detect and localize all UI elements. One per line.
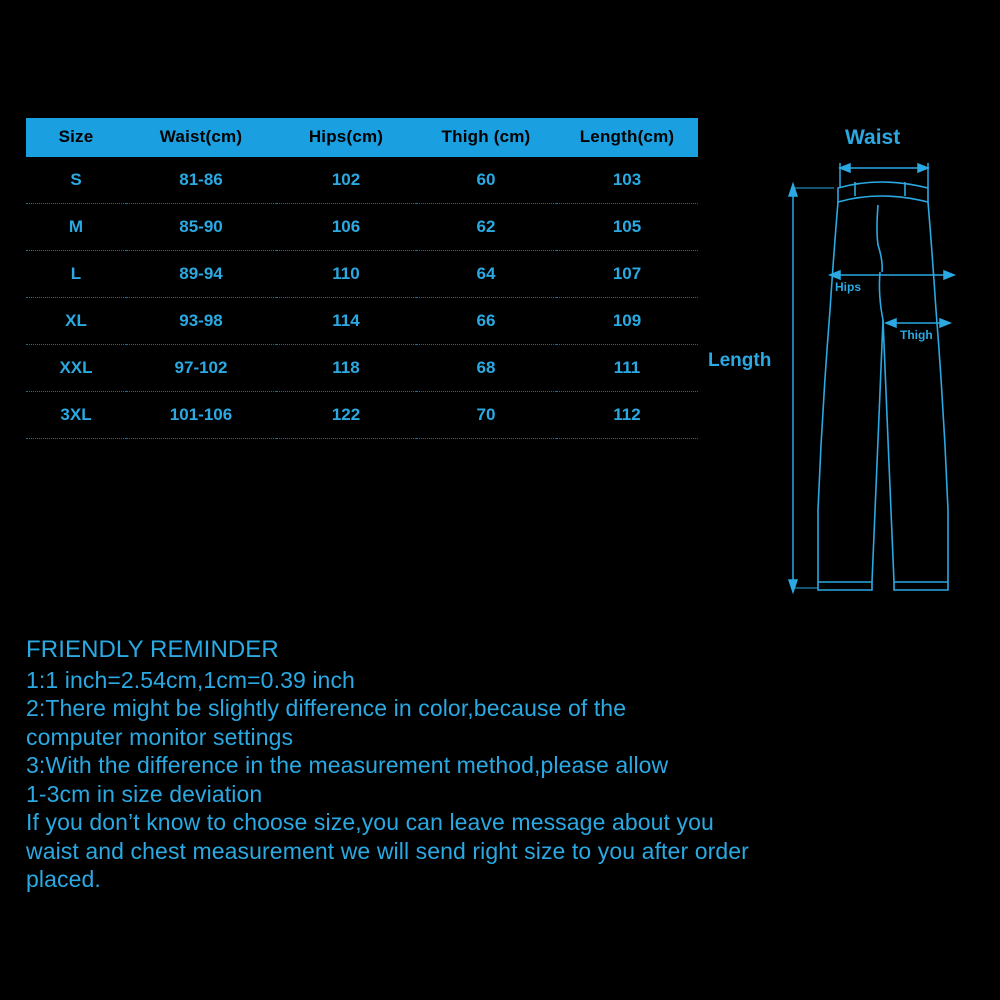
diagram-label-thigh: Thigh: [900, 328, 933, 342]
cell-hips: 102: [276, 157, 416, 204]
cell-length: 109: [556, 298, 698, 345]
cell-length: 107: [556, 251, 698, 298]
cell-hips: 118: [276, 345, 416, 392]
cell-size: XXL: [26, 345, 126, 392]
cell-hips: 106: [276, 204, 416, 251]
cell-waist: 81-86: [126, 157, 276, 204]
table-row: [26, 157, 698, 204]
cell-hips: 110: [276, 251, 416, 298]
reminder-line-6: If you don’t know to choose size,you can leave message about you: [26, 809, 714, 835]
cell-thigh: 60: [416, 157, 556, 204]
reminder-title: FRIENDLY REMINDER: [26, 636, 279, 663]
cell-hips: 122: [276, 392, 416, 439]
cell-size: 3XL: [26, 392, 126, 439]
cell-waist: 101-106: [126, 392, 276, 439]
pants-measurement-diagram: [708, 110, 1000, 610]
cell-waist: 89-94: [126, 251, 276, 298]
column-header-thigh: Thigh (cm): [416, 118, 556, 157]
cell-waist: 85-90: [126, 204, 276, 251]
reminder-line-4: 3:With the difference in the measurement method,please allow: [26, 752, 669, 778]
cell-hips: 114: [276, 298, 416, 345]
diagram-label-length: Length: [708, 350, 772, 371]
reminder-line-7: waist and chest measurement we will send right size to you after order: [26, 837, 749, 864]
cell-length: 103: [556, 157, 698, 204]
reminder-line-3: computer monitor settings: [26, 723, 294, 750]
cell-size: M: [26, 204, 126, 251]
table-row: [26, 298, 698, 345]
table-row: [26, 251, 698, 298]
column-header-size: Size: [26, 118, 126, 157]
hips-measure-arrow: [830, 271, 954, 279]
length-measure-arrow: [789, 184, 834, 592]
thigh-measure-arrow: [886, 319, 950, 327]
reminder-line-2: 2:There might be slightly difference in color,because of the: [26, 695, 627, 721]
column-header-hips: Hips(cm): [276, 118, 416, 157]
table-row: [26, 204, 698, 251]
size-chart-table: [26, 118, 698, 439]
cell-length: 111: [556, 345, 698, 392]
cell-thigh: 62: [416, 204, 556, 251]
cell-size: S: [26, 157, 126, 204]
friendly-reminder-block: [26, 636, 956, 894]
column-header-length: Length(cm): [556, 118, 698, 157]
pants-outline-icon: [760, 110, 1000, 610]
cell-thigh: 70: [416, 392, 556, 439]
cell-length: 112: [556, 392, 698, 439]
cell-thigh: 64: [416, 251, 556, 298]
table-header-row: [26, 118, 698, 157]
cell-waist: 97-102: [126, 345, 276, 392]
cell-waist: 93-98: [126, 298, 276, 345]
reminder-line-5: 1-3cm in size deviation: [26, 780, 263, 807]
diagram-label-waist: Waist: [845, 126, 901, 149]
reminder-line-1: 1:1 inch=2.54cm,1cm=0.39 inch: [26, 666, 355, 693]
cell-thigh: 68: [416, 345, 556, 392]
table-row: [26, 392, 698, 439]
cell-thigh: 66: [416, 298, 556, 345]
diagram-label-hips: Hips: [835, 280, 862, 294]
table-row: [26, 345, 698, 392]
cell-size: XL: [26, 298, 126, 345]
cell-size: L: [26, 251, 126, 298]
cell-length: 105: [556, 204, 698, 251]
column-header-waist: Waist(cm): [126, 118, 276, 157]
reminder-line-8: placed.: [26, 866, 101, 892]
